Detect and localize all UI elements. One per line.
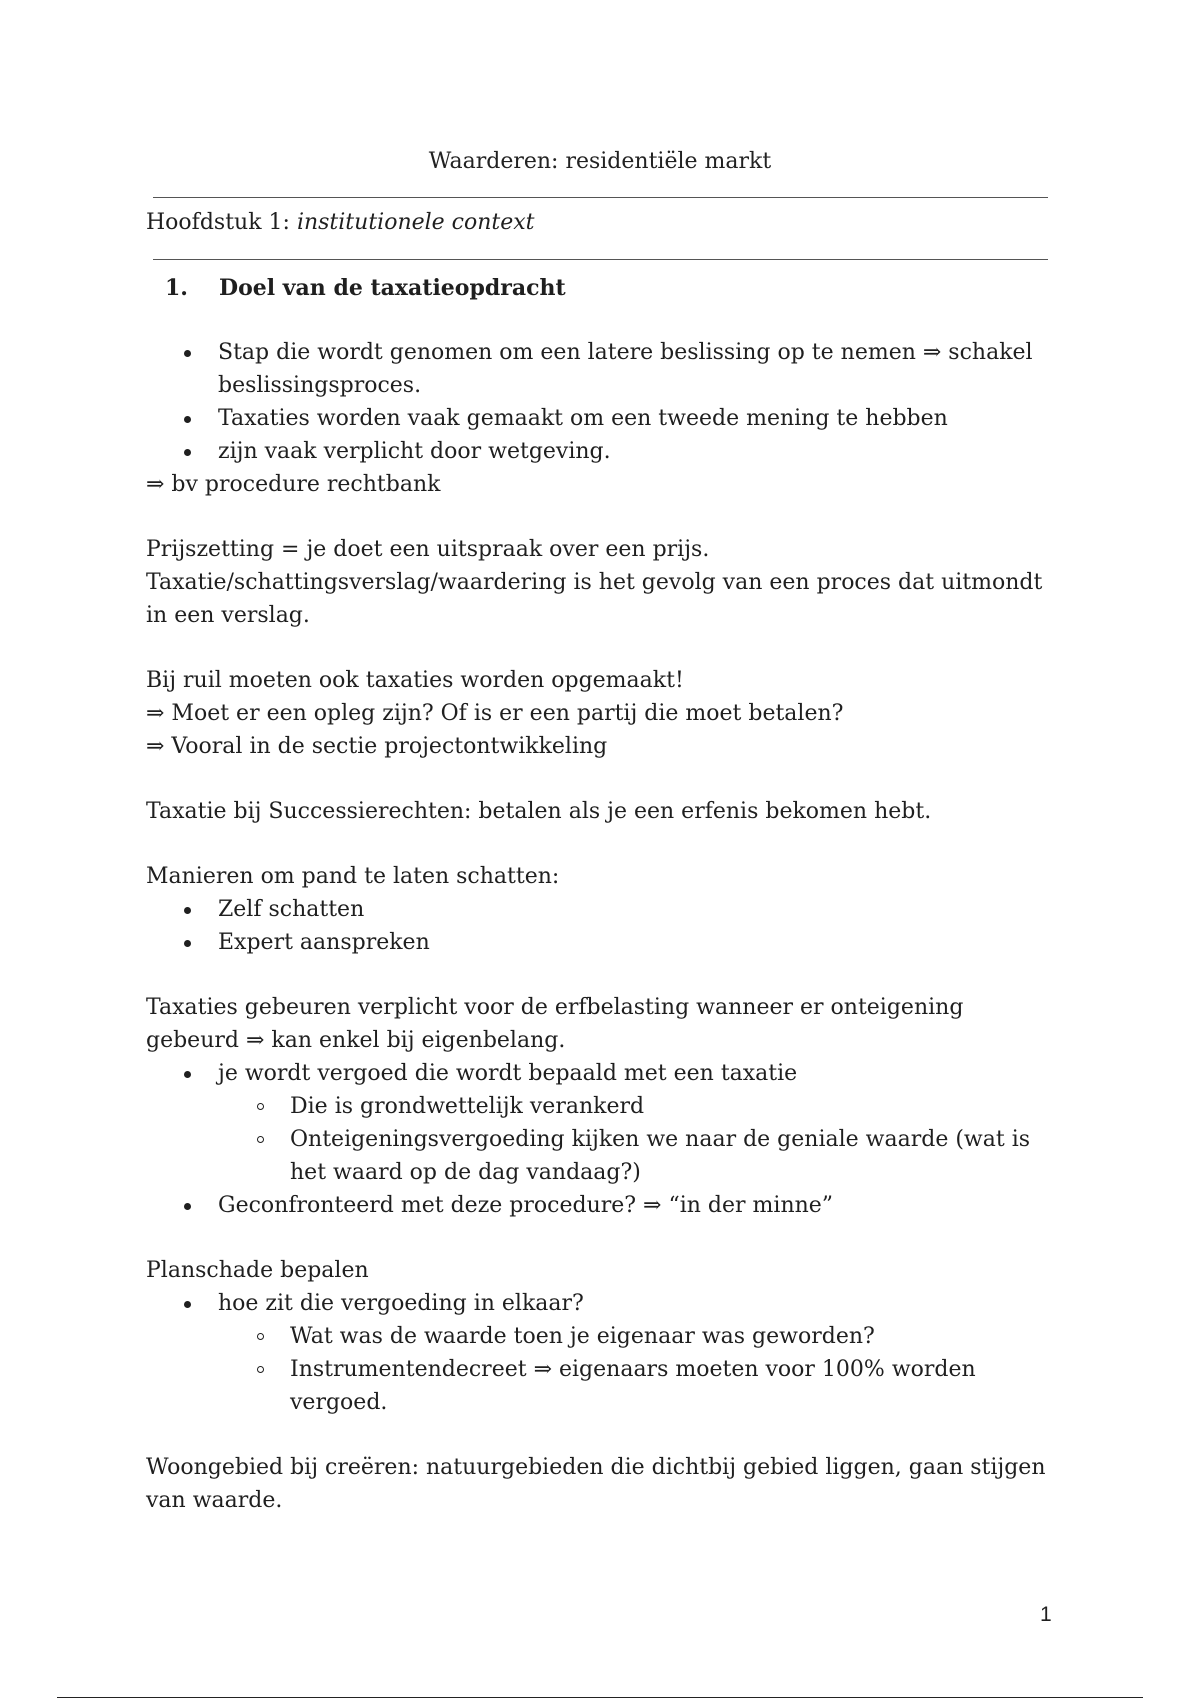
- paragraph-manieren: Manieren om pand te laten schatten:: [146, 864, 560, 889]
- circle-bullet-icon: [257, 1333, 264, 1340]
- bullet-icon: [184, 350, 191, 357]
- chapter-title: institutionele context: [296, 210, 535, 235]
- list-item-text: Die is grondwettelijk verankerd: [290, 1094, 645, 1119]
- bullet-icon: [184, 907, 191, 914]
- chapter-label: Hoofdstuk 1:: [146, 210, 290, 235]
- divider-top: [153, 197, 1048, 198]
- section-number: 1.: [165, 275, 188, 301]
- bullet-list: [146, 1057, 1051, 1222]
- paragraph-woongebied: Woongebied bij creëren: natuurgebieden die dichtbij gebied liggen, gaan stijgen van waarde.: [146, 1455, 1046, 1513]
- list-item-text: Zelf schatten: [218, 897, 365, 922]
- sub-list-item: [146, 1123, 1051, 1189]
- bullet-icon: [184, 416, 191, 423]
- section-title: Doel van de taxatieopdracht: [219, 275, 566, 301]
- sub-list-item: [146, 1090, 1051, 1123]
- list-item: [146, 435, 1051, 468]
- list-item-text: je wordt vergoed die wordt bepaald met een taxatie: [218, 1061, 798, 1086]
- circle-bullet-icon: [257, 1366, 264, 1373]
- bullet-icon: [184, 1071, 191, 1078]
- sub-list-item: [146, 1320, 1051, 1353]
- arrow-note: ⇒ Moet er een opleg zijn? Of is er een partij die moet betalen?: [146, 701, 844, 726]
- document-body: [146, 336, 1051, 1517]
- bullet-list: [146, 1287, 1051, 1419]
- list-item-text: Geconfronteerd met deze procedure? ⇒ “in der minne”: [218, 1193, 834, 1218]
- circle-bullet-icon: [257, 1136, 264, 1143]
- bullet-icon: [184, 1301, 191, 1308]
- list-item-text: Taxaties worden vaak gemaakt om een tweede mening te hebben: [218, 406, 948, 431]
- divider-bottom: [153, 259, 1048, 260]
- list-item-text: zijn vaak verplicht door wetgeving.: [218, 439, 611, 464]
- list-item: [146, 1189, 1051, 1222]
- paragraph-successie: Taxatie bij Successierechten: betalen als je een erfenis bekomen hebt.: [146, 799, 932, 824]
- list-item-text: Stap die wordt genomen om een latere beslissing op te nemen ⇒ schakel beslissingsproces.: [218, 340, 1033, 398]
- arrow-note: ⇒ bv procedure rechtbank: [146, 472, 441, 497]
- list-item-text: hoe zit die vergoeding in elkaar?: [218, 1291, 584, 1316]
- bullet-icon: [184, 1203, 191, 1210]
- bullet-icon: [184, 449, 191, 456]
- chapter-heading: [146, 206, 535, 239]
- paragraph-taxatie: Taxatie/schattingsverslag/waardering is het gevolg van een proces dat uitmondt in een verslag.: [146, 570, 1043, 628]
- list-item-text: Onteigeningsvergoeding kijken we naar de geniale waarde (wat is het waard op de dag vandaag?): [290, 1127, 1031, 1185]
- paragraph-ruil: Bij ruil moeten ook taxaties worden opgemaakt!: [146, 668, 684, 693]
- section-heading: [165, 272, 566, 305]
- paragraph-verplicht: Taxaties gebeuren verplicht voor de erfbelasting wanneer er onteigening gebeurd ⇒ kan enkel bij eigenbelang.: [146, 995, 964, 1053]
- list-item: [146, 336, 1051, 402]
- document-title: Waarderen: residentiële markt: [428, 149, 772, 174]
- list-item-text: Instrumentendecreet ⇒ eigenaars moeten voor 100% worden vergoed.: [290, 1357, 976, 1415]
- arrow-note: ⇒ Vooral in de sectie projectontwikkeling: [146, 734, 608, 759]
- list-item-text: Expert aanspreken: [218, 930, 430, 955]
- list-item: [146, 1057, 1051, 1090]
- bullet-icon: [184, 940, 191, 947]
- footer-divider: [57, 1697, 1143, 1698]
- bullet-list: [146, 893, 1051, 959]
- paragraph-planschade: Planschade bepalen: [146, 1258, 369, 1283]
- list-item: [146, 402, 1051, 435]
- list-item: [146, 893, 1051, 926]
- list-item-text: Wat was de waarde toen je eigenaar was geworden?: [290, 1324, 875, 1349]
- list-item: [146, 926, 1051, 959]
- bullet-list: [146, 336, 1051, 468]
- sub-list-item: [146, 1353, 1051, 1419]
- paragraph-prijszetting: Prijszetting = je doet een uitspraak over een prijs.: [146, 537, 710, 562]
- circle-bullet-icon: [257, 1103, 264, 1110]
- list-item: [146, 1287, 1051, 1320]
- page-number: 1: [1040, 1603, 1052, 1626]
